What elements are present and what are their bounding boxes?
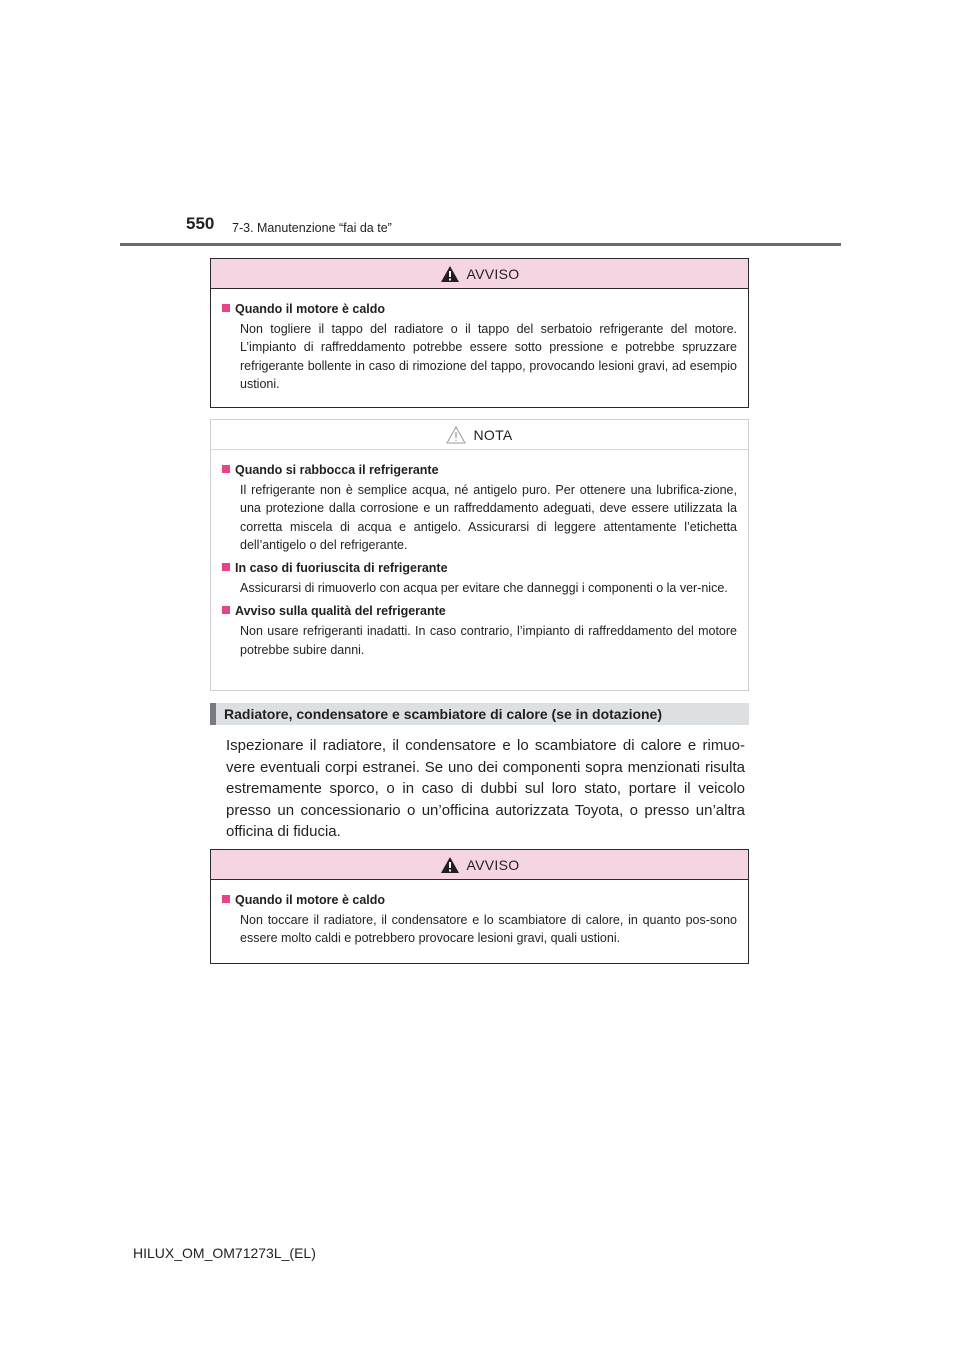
- warning-header: [211, 259, 748, 289]
- warning-label: AVVISO: [466, 265, 520, 282]
- subsection-title: Radiatore, condensatore e scambiatore di calore (se in dotazione): [210, 703, 749, 725]
- page-number: 550: [186, 214, 215, 233]
- square-bullet-icon: [222, 465, 230, 473]
- section-title: 7-3. Manutenzione “fai da te”: [232, 221, 392, 235]
- note-item-text: Assicurarsi di rimuoverlo con acqua per evitare che danneggi i componenti o la ver-nice.: [240, 581, 728, 596]
- warning-header: [211, 850, 748, 880]
- body-paragraph: Ispezionare il radiatore, il condensatore e lo scambiatore di calore e rimuo-vere eventuali corpi estranei. Se uno dei componenti sopra menzionati risulta estremamente sporco, o in caso di dubbi sul loro stato, portare il veicolo presso un concessionario o un’officina autorizzata Toyota, o presso un’altra officina di fiducia.: [226, 737, 745, 840]
- square-bullet-icon: [222, 304, 230, 312]
- warning-box-1: [210, 258, 749, 408]
- warning-box-2: [210, 849, 749, 964]
- note-header: [211, 420, 748, 450]
- note-item-title: In caso di fuoriuscita di refrigerante: [222, 560, 737, 576]
- warning-triangle-icon: [440, 856, 460, 874]
- warning-item-text: Non togliere il tappo del radiatore o il tappo del serbatoio refrigerante del motore. L’impianto di raffreddamento potrebbe essere sotto pressione e potrebbe spruzzare refrigerante bollente in caso di rimozione del tappo, provocando lesioni gravi, ad esempio ustioni.: [240, 322, 737, 391]
- square-bullet-icon: [222, 606, 230, 614]
- square-bullet-icon: [222, 895, 230, 903]
- note-box: [210, 419, 749, 691]
- note-item-text: Non usare refrigeranti inadatti. In caso contrario, l’impianto di raffreddamento del motore potrebbe subire danni.: [240, 624, 737, 657]
- warning-item-title: Quando il motore è caldo: [222, 892, 737, 908]
- manual-code: HILUX_OM_OM71273L_(EL): [133, 1245, 316, 1261]
- square-bullet-icon: [222, 563, 230, 571]
- note-label: NOTA: [473, 426, 513, 443]
- warning-triangle-icon: [440, 265, 460, 283]
- caution-triangle-icon: [446, 426, 466, 444]
- note-item-text: Il refrigerante non è semplice acqua, né antigelo puro. Per ottenere una lubrifica-zione, una protezione dalla corrosione e un raffreddamento adeguati, deve essere utilizzata la corretta miscela di acqua e antigelo. Assicurarsi di leggere attentamente l’etichetta dell’antigelo o del refrigerante.: [240, 483, 737, 552]
- header-divider: [120, 243, 841, 246]
- warning-item-text: Non toccare il radiatore, il condensatore e lo scambiatore di calore, in quanto pos-sono essere molto caldi e potrebbero provocare lesioni gravi, quali ustioni.: [240, 913, 737, 946]
- warning-item-title: Quando il motore è caldo: [222, 301, 737, 317]
- note-item-title: Quando si rabbocca il refrigerante: [222, 462, 737, 478]
- note-item-title: Avviso sulla qualità del refrigerante: [222, 603, 737, 619]
- warning-label: AVVISO: [466, 856, 520, 873]
